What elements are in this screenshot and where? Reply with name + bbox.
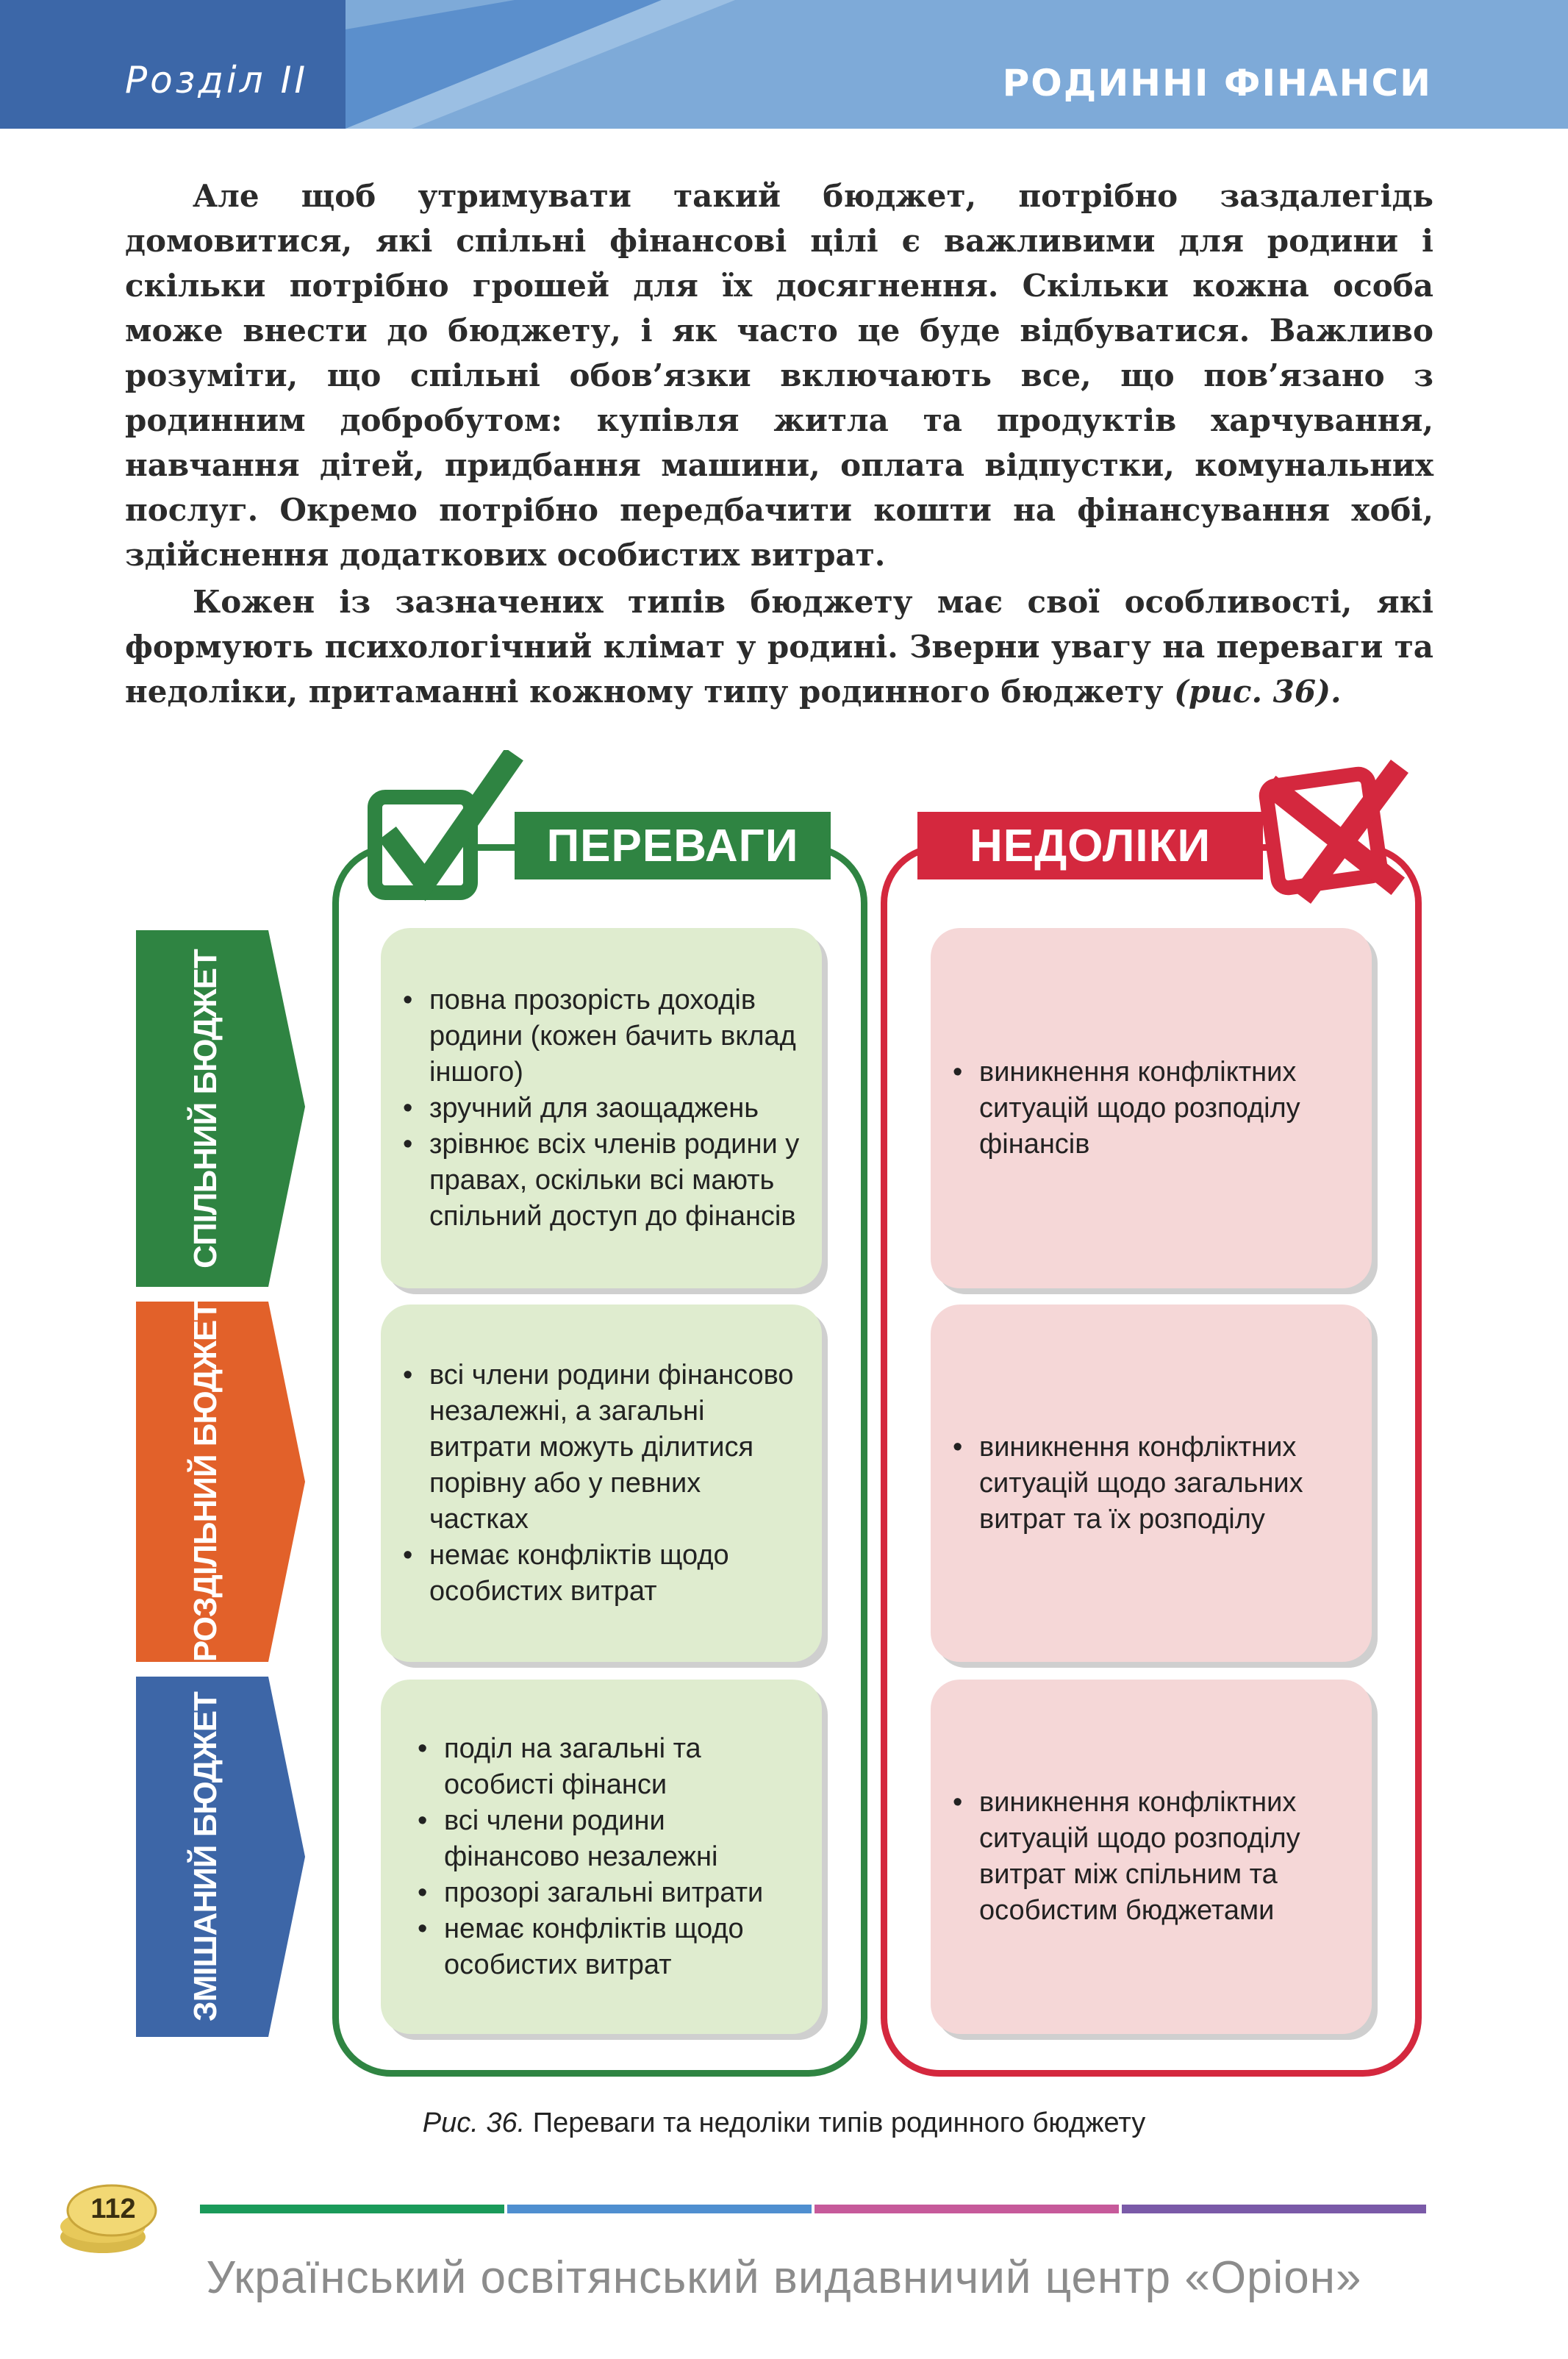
list-item: • виникнення конфліктних ситуацій щодо загальних витрат та їх розподілу: [945, 1430, 1350, 1538]
paragraph-1: Але щоб утримувати такий бюджет, потрібно заздалегідь домовитися, які спільні фінансові цілі є важливими для родини і скільки потрібно грошей для їх досягнення. Скільки кожна особа може внести до бюджету, і як часто це буде відбуватися. Важливо розуміти, що спільні обов’язки включають все, що пов’язано з родинним добробутом: купівля житла та продуктів харчування, навчання дітей, придбання машини, оплата відпустки, комунальних послуг. Окремо потрібно передбачити кошти на фінансування хобі, здійснення додаткових особистих витрат.: [125, 178, 1433, 573]
list-item: • немає конфліктів щодо особистих витрат: [395, 1538, 807, 1610]
cons-title: НЕДОЛІКИ: [917, 812, 1263, 879]
cons-cell-shared: [931, 928, 1372, 1288]
footer-bar-blue: [507, 2205, 812, 2213]
section-label: Розділ II: [125, 59, 309, 101]
page-number: 112: [90, 2194, 136, 2224]
paragraph-2: [125, 579, 1433, 714]
row-label-wrap-2: [136, 1302, 276, 1662]
pros-cell-shared: [381, 928, 822, 1288]
list-item: • поділ на загальні та особисті фінанси: [410, 1731, 807, 1803]
figure-caption-text: Переваги та недоліки типів родинного бюджету: [532, 2108, 1146, 2138]
row-label-shared: СПІЛЬНИЙ БЮДЖЕТ: [187, 949, 223, 1268]
figure-caption: [0, 2108, 1568, 2139]
row-label-wrap-3: [136, 1677, 276, 2037]
pros-title: ПЕРЕВАГИ: [515, 812, 831, 879]
list-item: • немає конфліктів щодо особистих витрат: [410, 1911, 807, 1983]
chapter-title: РОДИННІ ФІНАНСИ: [1002, 62, 1432, 104]
list-item: • виникнення конфліктних ситуацій щодо розподілу фінансів: [945, 1054, 1350, 1163]
list-item: • зручний для заощаджень: [395, 1091, 812, 1127]
pros-cell-separate: [381, 1305, 822, 1662]
cons-cell-mixed: [931, 1680, 1372, 2034]
cons-cell-separate: [931, 1305, 1372, 1662]
paragraph-2-text: Кожен із зазначених типів бюджету має свої особливості, які формують психологічний клімат у родині. Зверни увагу на переваги та недоліки, притаманні кожному типу родинного бюджету: [125, 584, 1433, 710]
list-item: • всі члени родини фінансово незалежні, а загальні витрати можуть ділитися порівну або у певних частках: [395, 1357, 807, 1538]
pros-cell-mixed: [381, 1680, 822, 2034]
row-label-mixed: ЗМІШАНИЙ БЮДЖЕТ: [187, 1692, 223, 2021]
checkmark-icon: [357, 750, 534, 912]
list-item: • зрівнює всіх членів родини у правах, оскільки всі мають спільний доступ до фінансів: [395, 1127, 812, 1235]
figure-reference: (рис. 36).: [1174, 674, 1342, 710]
footer-bar-purple: [1122, 2205, 1426, 2213]
row-label-wrap-1: [136, 930, 276, 1287]
footer-bar-pink: [815, 2205, 1119, 2213]
list-item: • прозорі загальні витрати: [410, 1875, 807, 1911]
figure-caption-number: Рис. 36.: [422, 2108, 526, 2138]
footer-bar-green: [200, 2205, 504, 2213]
row-label-separate: РОЗДІЛЬНИЙ БЮДЖЕТ: [187, 1301, 223, 1663]
cross-icon: [1250, 754, 1411, 909]
list-item: • всі члени родини фінансово незалежні: [410, 1803, 807, 1875]
list-item: • виникнення конфліктних ситуацій щодо розподілу витрат між спільним та особистим бюджетами: [945, 1785, 1357, 1929]
list-item: • повна прозорість доходів родини (кожен бачить вклад іншого): [395, 982, 812, 1091]
publisher-name: Український освітянський видавничий центр «Оріон»: [206, 2252, 1362, 2303]
